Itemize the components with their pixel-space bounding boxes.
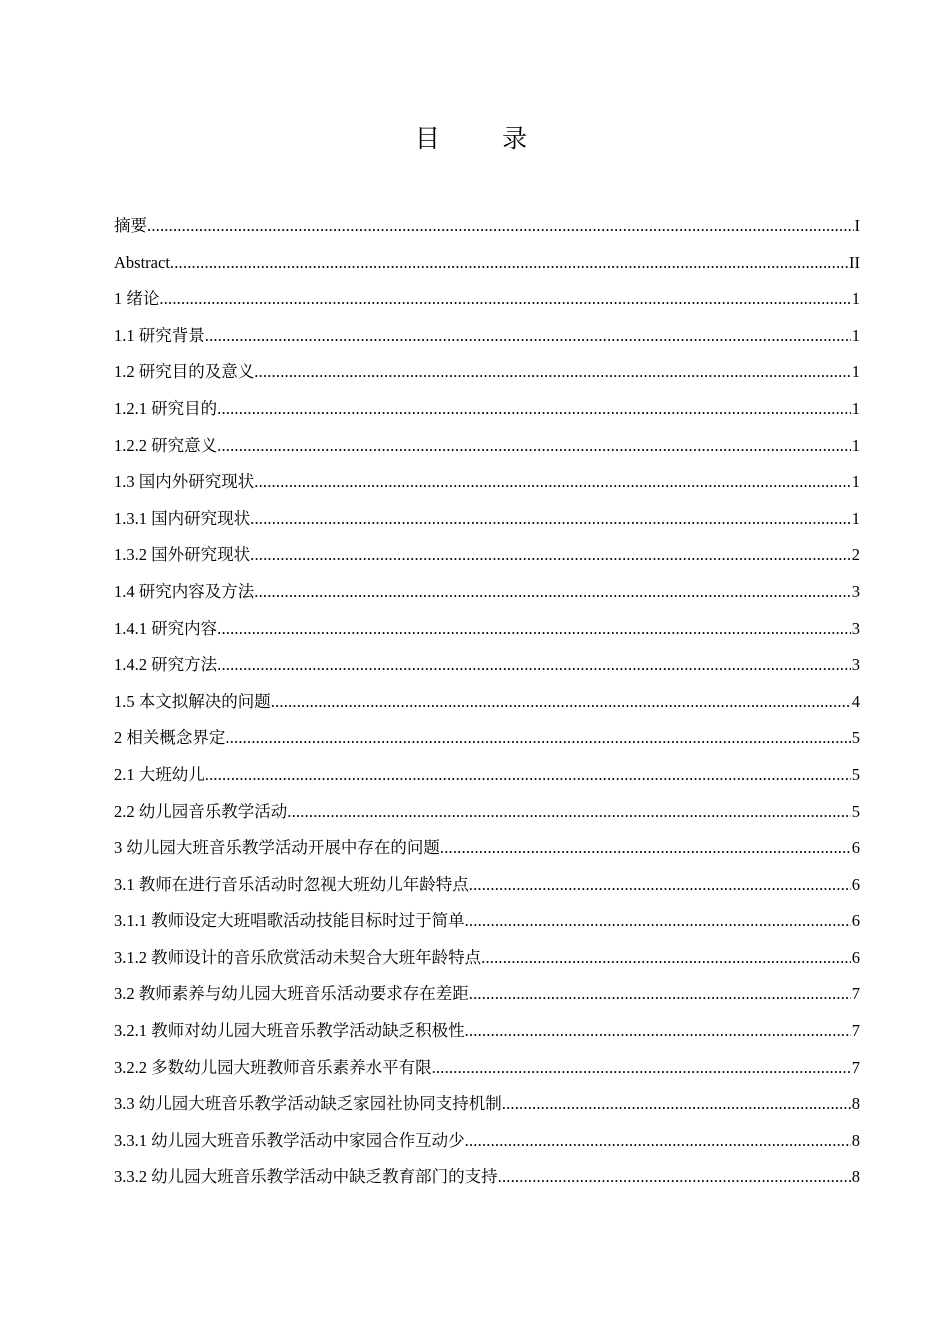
toc-entry[interactable] [114,940,860,977]
toc-leader-dots [217,428,851,465]
toc-leader-dots [217,391,851,428]
toc-leader-dots [287,794,851,831]
toc-entry-page: 6 [851,911,860,931]
toc-entry-label: 1.4.2 研究方法 [114,655,218,675]
toc-entry[interactable] [114,464,860,501]
toc-entry-label: 1.5 本文拟解决的问题 [114,691,271,711]
toc-entry-label: 3.2.2 多数幼儿园大班教师音乐素养水平有限 [114,1057,432,1077]
toc-entry[interactable] [114,1013,860,1050]
toc-entry-label: 1.2.1 研究目的 [114,398,218,418]
toc-entry-page: 8 [851,1167,860,1187]
toc-entry-page: 7 [851,984,860,1004]
toc-entry[interactable] [114,757,860,794]
toc-entry-label: 3 幼儿园大班音乐教学活动开展中存在的问题 [114,838,440,858]
toc-entry-label: 1.3.2 国外研究现状 [114,545,251,565]
toc-entry-label: 1.3.1 国内研究现状 [114,508,251,528]
toc-leader-dots [254,464,851,501]
toc-entry-page: 1 [851,289,860,309]
toc-entry-page: 6 [851,838,860,858]
toc-entry-page: 2 [851,545,860,565]
toc-entry[interactable] [114,281,860,318]
toc-entry-label: 2.2 幼儿园音乐教学活动 [114,801,288,821]
toc-entry-label: 3.3.1 幼儿园大班音乐教学活动中家园合作互动少 [114,1130,465,1150]
toc-entry[interactable] [114,867,860,904]
toc-entry-page: 1 [851,325,860,345]
toc-entry[interactable] [114,537,860,574]
toc-entry-page: 7 [851,1021,860,1041]
toc-entry-label: 摘要 [114,216,147,235]
toc-entry[interactable] [114,428,860,465]
toc-entry-label: 1.1 研究背景 [114,325,205,345]
toc-entry[interactable] [114,1123,860,1160]
toc-entry-label: 2.1 大班幼儿 [114,764,205,784]
toc-entry-page: 5 [851,728,860,748]
toc-leader-dots [205,757,851,794]
toc-entry-page: 1 [851,362,860,382]
toc-leader-dots [465,1123,851,1160]
toc-entry-page: 6 [851,947,860,967]
toc-entry[interactable] [114,830,860,867]
toc-entry[interactable] [114,1086,860,1123]
toc-entry-page: 8 [851,1130,860,1150]
toc-entry-page: 1 [851,472,860,492]
toc-leader-dots [465,903,851,940]
toc-leader-dots [469,867,851,904]
toc-leader-dots [147,208,854,245]
toc-leader-dots [432,1050,851,1087]
toc-entry-label: 1.2 研究目的及意义 [114,362,255,382]
toc-entry[interactable] [114,684,860,721]
toc-leader-dots [250,537,851,574]
page-title: 目 录 [414,126,556,153]
toc-entry[interactable] [114,318,860,355]
toc-entry[interactable] [114,1050,860,1087]
toc-entry-page: 1 [851,508,860,528]
toc-entry-page: 5 [851,801,860,821]
toc-entry[interactable] [114,574,860,611]
toc-entry-label: 1.3 国内外研究现状 [114,472,255,492]
toc-entry-page: 8 [851,1094,860,1114]
toc-entry-label: 3.3 幼儿园大班音乐教学活动缺乏家园社协同支持机制 [114,1094,502,1114]
toc-entry[interactable] [114,720,860,757]
table-of-contents [114,208,860,1196]
toc-entry[interactable] [114,501,860,538]
toc-entry-page: 1 [851,398,860,418]
toc-entry-label: 3.1.2 教师设计的音乐欣赏活动未契合大班年龄特点 [114,947,482,967]
toc-leader-dots [254,354,851,391]
toc-leader-dots [498,1159,851,1196]
toc-entry-label: 3.2.1 教师对幼儿园大班音乐教学活动缺乏积极性 [114,1021,465,1041]
toc-entry-page: I [854,216,860,235]
toc-entry-page: 3 [851,581,860,601]
toc-entry[interactable] [114,391,860,428]
toc-entry-page: 3 [851,618,860,638]
toc-entry[interactable] [114,1159,860,1196]
toc-entry-page: 6 [851,874,860,894]
toc-entry-label: 3.1.1 教师设定大班唱歌活动技能目标时过于简单 [114,911,465,931]
toc-entry[interactable] [114,903,860,940]
toc-leader-dots [271,684,851,721]
toc-leader-dots [159,281,850,318]
toc-leader-dots [217,611,851,648]
toc-leader-dots [217,647,851,684]
toc-leader-dots [250,501,851,538]
toc-entry-label: 3.1 教师在进行音乐活动时忽视大班幼儿年龄特点 [114,874,469,894]
toc-entry-label: 2 相关概念界定 [114,728,226,748]
toc-leader-dots [205,318,851,355]
toc-entry[interactable] [114,208,860,245]
toc-entry[interactable] [114,354,860,391]
toc-entry[interactable] [114,611,860,648]
toc-leader-dots [225,720,850,757]
toc-entry-page: 4 [851,691,860,711]
toc-entry-label: 1.4.1 研究内容 [114,618,218,638]
toc-entry[interactable] [114,647,860,684]
toc-entry-label: 1.2.2 研究意义 [114,435,218,455]
toc-entry-label: 3.3.2 幼儿园大班音乐教学活动中缺乏教育部门的支持 [114,1167,498,1187]
toc-entry-label: Abstract [114,252,170,272]
toc-entry-page: 1 [851,435,860,455]
toc-entry[interactable] [114,794,860,831]
toc-entry-page: 3 [851,655,860,675]
toc-entry-page: II [849,252,860,272]
toc-entry-label: 1.4 研究内容及方法 [114,581,255,601]
toc-entry-page: 5 [851,764,860,784]
toc-leader-dots [502,1086,851,1123]
toc-leader-dots [465,1013,851,1050]
toc-entry-label: 1 绪论 [114,289,160,309]
toc-entry-label: 3.2 教师素养与幼儿园大班音乐活动要求存在差距 [114,984,469,1004]
toc-entry[interactable] [114,245,860,282]
toc-leader-dots [481,940,851,977]
toc-leader-dots [440,830,851,867]
toc-entry[interactable] [114,976,860,1013]
toc-entry-page: 7 [851,1057,860,1077]
toc-leader-dots [469,976,851,1013]
toc-leader-dots [170,245,848,282]
toc-leader-dots [254,574,851,611]
